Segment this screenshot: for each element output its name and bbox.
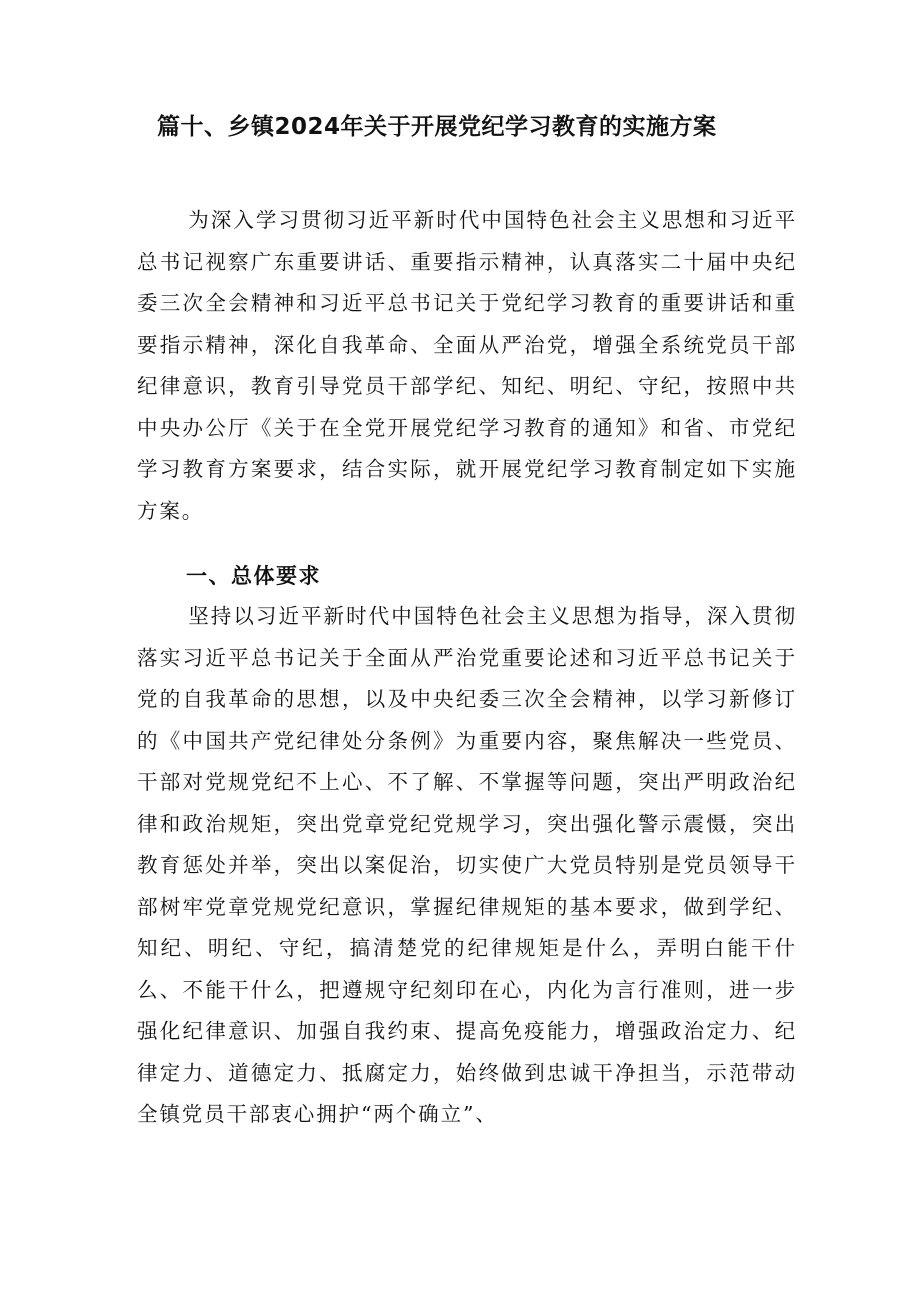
intro-paragraph: 为深入学习贯彻习近平新时代中国特色社会主义思想和习近平总书记视察广东重要讲话、重要指示精神，认真落实二十届中央纪委三次全会精神和习近平总书记关于党纪学习教育的重要讲话和重要指示精神，深化自我革命、全面从严治党，增强全系统党员干部纪律意识，教育引导党员干部学纪、知纪、明纪、守纪，按照中共中央办公厅《关于在全党开展党纪学习教育的通知》和省、市党纪学习教育方案要求，结合实际，就开展党纪学习教育制定如下实施方案。 xyxy=(137,208,797,523)
section-heading-general-requirements: 一、总体要求 xyxy=(186,564,321,588)
section-paragraph-general-requirements: 坚持以习近平新时代中国特色社会主义思想为指导，深入贯彻落实习近平总书记关于全面从严治党重要论述和习近平总书记关于党的自我革命的思想，以及中央纪委三次全会精神，以学习新修订的《中国共产党纪律处分条例》为重要内容，聚焦解决一些党员、干部对党规党纪不上心、不了解、不掌握等问题，突出严明政治纪律和政治规矩，突出党章党纪党规学习，突出强化警示震慑，突出教育惩处并举，突出以案促治，切实使广大党员特别是党员领导干部树牢党章党规党纪意识，掌握纪律规矩的基本要求，做到学纪、知纪、明纪、守纪，搞清楚党的纪律规矩是什么，弄明白能干什么、不能干什么，把遵规守纪刻印在心，内化为言行准则，进一步强化纪律意识、加强自我约束、提高免疫能力，增强政治定力、纪律定力、道德定力、抵腐定力，始终做到忠诚干净担当，示范带动全镇党员干部衷心拥护“两个确立”、 xyxy=(137,604,797,1126)
document-title: 篇十、乡镇2024年关于开展党纪学习教育的实施方案 xyxy=(157,114,717,140)
